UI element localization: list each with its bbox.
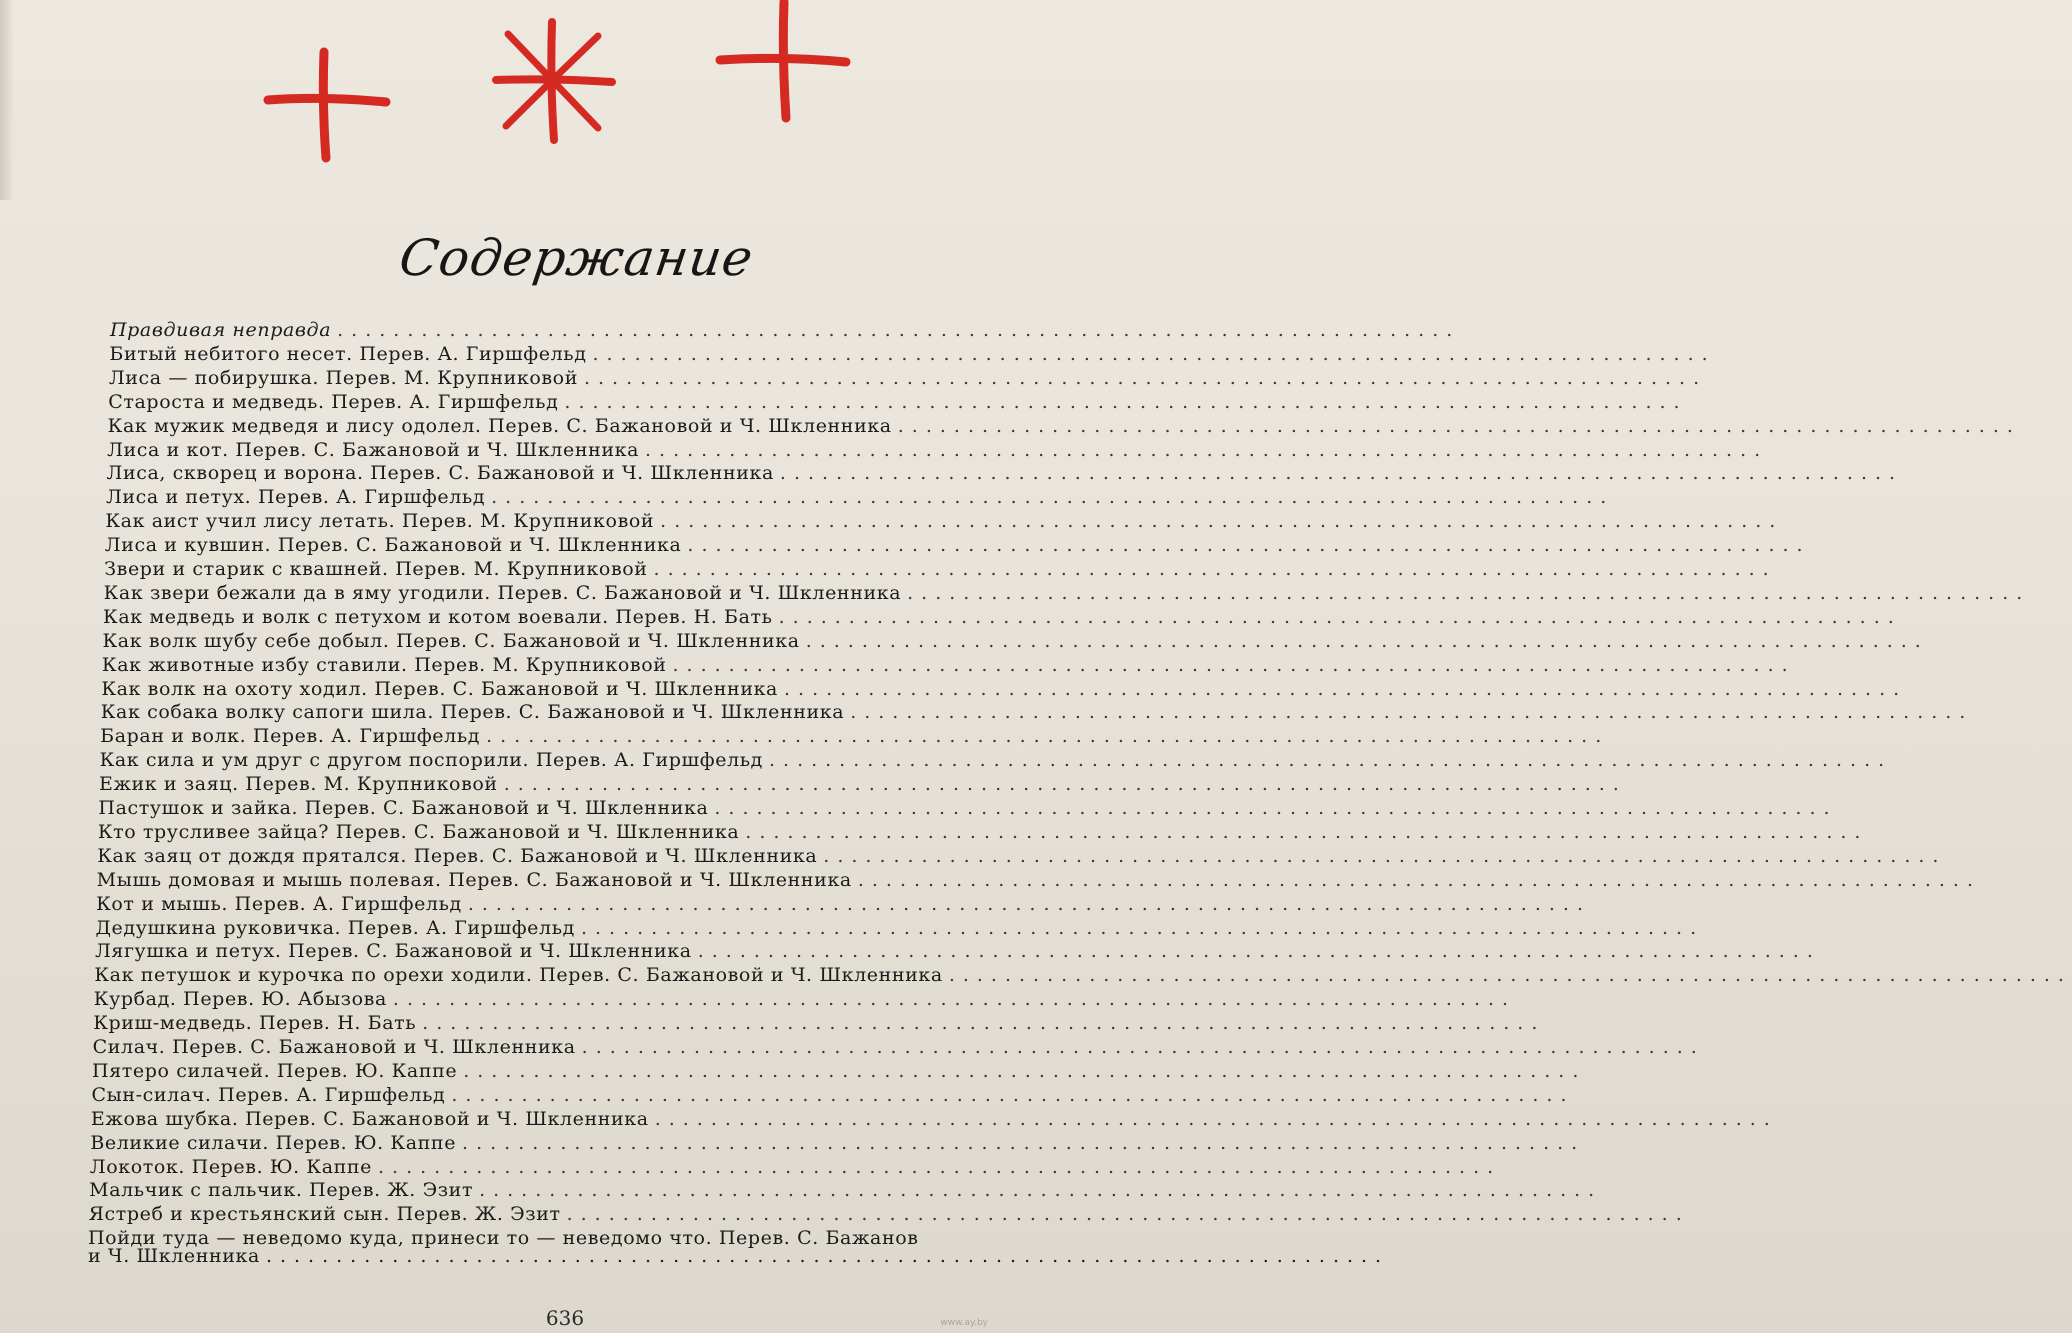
toc-leader-dots: ................................................................................ <box>645 438 1769 461</box>
toc-leader-dots: ................................................................................ <box>768 749 1893 772</box>
toc-entry <box>93 1011 1546 1035</box>
toc-leader-dots: ................................................................................ <box>823 844 1947 867</box>
toc-leader-dots: ................................................................................ <box>897 414 2021 437</box>
toc-leader-dots: ................................................................................ <box>672 653 1796 676</box>
toc-entry <box>89 1178 1603 1202</box>
toc-entry-title: Как собака волку сапоги шила. Перев. С. Бажановой и Ч. Шкленника <box>100 701 845 724</box>
toc-entry <box>89 1155 1502 1179</box>
toc-entry <box>93 987 1517 1011</box>
toc-leader-dots: ................................................................................ <box>486 725 1610 748</box>
toc-leader-dots: ................................................................................ <box>462 1131 1586 1154</box>
toc-leader-dots: ................................................................................ <box>778 605 1902 628</box>
toc-leader-dots: ................................................................................ <box>783 677 1908 700</box>
toc-entry <box>96 868 1982 892</box>
toc-entry-title: Пятеро силачей. Перев. Ю. Каппе <box>92 1059 458 1082</box>
toc-entry <box>97 844 1947 868</box>
toc-entry-title: Баран и волк. Перев. А. Гиршфельд <box>100 725 481 748</box>
toc-entry-title: Курбад. Перев. Ю. Абызова <box>93 988 387 1011</box>
toc-leader-dots: ................................................................................ <box>805 629 1929 652</box>
ornament-header <box>0 0 1000 200</box>
toc-entry <box>90 1107 1778 1131</box>
toc-leader-dots: ................................................................................ <box>583 366 1708 389</box>
toc-entry-title: Дедушкина руковичка. Перев. А. Гиршфельд <box>95 916 575 939</box>
toc-leader-dots: ................................................................................ <box>850 701 1974 724</box>
toc-leader-dots: ................................................................................ <box>392 988 1517 1011</box>
toc-entry-title: Ястреб и крестьянский сын. Перев. Ж. Эзит <box>88 1203 561 1226</box>
toc-entry-title: Как аист учил лису летать. Перев. М. Крупниковой <box>105 510 655 533</box>
toc-entry <box>96 892 1592 916</box>
toc-leader-dots: ................................................................................ <box>779 462 1904 485</box>
toc-entry-title: Битый небитого несет. Перев. А. Гиршфельд <box>109 342 587 365</box>
toc-entry <box>92 1059 1587 1083</box>
red-asterisk-ornament <box>488 16 618 146</box>
watermark: www.ay.by <box>940 1318 988 1328</box>
toc-entry-title: Пастушок и зайка. Перев. С. Бажановой и Ч. Шкленника <box>98 797 709 819</box>
red-cross-ornament-right <box>712 2 852 122</box>
toc-entry-title: Лиса и петух. Перев. А. Гиршфельд <box>105 486 486 509</box>
toc-entry-title: Силач. Перев. С. Бажановой и Ч. Шкленника <box>92 1036 576 1058</box>
toc-entry-title: Лиса — побирушка. Перев. М. Крупниковой <box>108 366 578 389</box>
toc-entry-title: Правдивая неправда <box>110 319 332 341</box>
toc-entry-title: Как заяц от дождя прятался. Перев. С. Бажановой и Ч. Шкленника <box>97 844 818 867</box>
toc-entry <box>110 318 1461 342</box>
toc-entry-title: Как петушок и курочка по орехи ходили. Перев. С. Бажановой и Ч. Шкленника <box>94 964 943 987</box>
toc-leader-dots: ................................................................................ <box>660 510 1784 533</box>
toc-entry-title: Как звери бежали да в яму угодили. Перев. С. Бажановой и Ч. Шкленника <box>103 581 902 604</box>
toc-entry <box>107 438 1769 462</box>
toc-entry <box>108 390 1688 414</box>
toc-entry <box>95 916 1705 940</box>
toc-entry-title: Как медведь и волк с петухом и котом воевали. Перев. Н. Бать <box>103 605 773 628</box>
toc-entry <box>91 1083 1575 1107</box>
toc-leader-dots: ................................................................................ <box>422 1012 1546 1035</box>
toc-leader-dots: ................................................................................ <box>479 1179 1603 1202</box>
toc-entry-title: Лягушка и петух. Перев. С. Бажановой и Ч. Шкленника <box>94 940 692 963</box>
toc-entry-title: Как волк шубу себе добыл. Перев. С. Бажановой и Ч. Шкленника <box>102 629 800 652</box>
toc-entry-title: Лиса, скворец и ворона. Перев. С. Бажановой и Ч. Шкленника <box>106 462 774 485</box>
toc-entry-title: Кто трусливее зайца? Перев. С. Бажановой и Ч. Шкленника <box>97 820 740 843</box>
toc-entry-title: Староста и медведь. Перев. А. Гиршфельд <box>108 390 559 413</box>
toc-leader-dots: ................................................................................ <box>451 1083 1575 1106</box>
toc-entry <box>94 963 2072 987</box>
toc-entry <box>101 653 1796 677</box>
toc-entry <box>100 724 1610 748</box>
toc-entry-title: Как сила и ум друг с другом поспорили. Перев. А. Гиршфельд <box>99 749 763 772</box>
toc-leader-dots: ................................................................................ <box>581 1036 1705 1058</box>
toc-entry-title: Ежова шубка. Перев. С. Бажановой и Ч. Шкленника <box>90 1107 649 1130</box>
toc-entry <box>99 748 1893 772</box>
toc-entry-title: Лиса и кот. Перев. С. Бажановой и Ч. Шкленника <box>107 438 640 461</box>
toc-entry-title: Локоток. Перев. Ю. Каппе <box>89 1155 372 1178</box>
toc-entry-continuation-text: и Ч. Шкленника <box>88 1245 260 1268</box>
toc-leader-dots: ................................................................................ <box>580 916 1705 939</box>
toc-leader-dots: ................................................................................ <box>654 1107 1778 1130</box>
toc-entry <box>99 772 1627 796</box>
toc-entry-title: Кот и мышь. Перев. А. Гиршфельд <box>96 892 462 915</box>
toc-entry-title: Звери и старик с квашней. Перев. М. Крупниковой <box>104 558 648 580</box>
toc-entry <box>103 605 1902 629</box>
toc-leader-dots: ................................................................................ <box>697 940 1821 963</box>
toc-entry <box>103 581 2031 605</box>
toc-entry <box>106 461 1904 485</box>
toc-entry <box>109 342 1716 366</box>
toc-entry-title: Как животные избу ставили. Перев. М. Крупниковой <box>101 653 667 676</box>
toc-entry <box>108 366 1708 390</box>
toc-entry-continuation <box>88 1244 1390 1268</box>
toc-entry <box>101 677 1908 701</box>
toc-leader-dots: ................................................................................ <box>564 390 1688 413</box>
toc-entry-title: Сын-силач. Перев. А. Гиршфельд <box>91 1083 446 1106</box>
toc-leader-dots: ................................................................................ <box>907 581 2031 604</box>
toc-entry <box>88 1202 1690 1226</box>
toc-entry-title: Ежик и заяц. Перев. М. Крупниковой <box>99 773 498 796</box>
toc-leader-dots: ................................................................................ <box>503 773 1627 796</box>
toc-entry <box>104 533 1811 557</box>
toc-leader-dots: ................................................................................ <box>714 797 1838 819</box>
toc-leader-dots: ................................................................................ <box>265 1245 1390 1268</box>
toc-entry-title: Лиса и кувшин. Перев. С. Бажановой и Ч. Шкленника <box>104 534 682 557</box>
toc-entry <box>98 796 1838 820</box>
toc-entry-title: Криш-медведь. Перев. Н. Бать <box>93 1012 417 1035</box>
toc-leader-dots: ................................................................................ <box>653 558 1777 580</box>
toc-entry-title: Великие силачи. Перев. Ю. Каппе <box>90 1131 457 1154</box>
red-cross-ornament-left <box>262 46 392 166</box>
toc-entry <box>104 557 1777 581</box>
toc-entry-title: Мальчик с пальчик. Перев. Ж. Эзит <box>89 1179 474 1202</box>
toc-leader-dots: ................................................................................ <box>745 820 1869 843</box>
toc-entry <box>94 939 1821 963</box>
toc-leader-dots: ................................................................................ <box>337 319 1461 341</box>
toc-leader-dots: ................................................................................ <box>491 486 1615 509</box>
toc-leader-dots: ................................................................................ <box>463 1059 1587 1082</box>
toc-entry <box>105 509 1784 533</box>
table-of-contents <box>86 318 2072 1268</box>
toc-entry <box>107 414 2021 438</box>
toc-entry-title: Как волк на охоту ходил. Перев. С. Бажановой и Ч. Шкленника <box>101 677 778 700</box>
toc-entry-title: Пойди туда — неведомо куда, принеси то — неведомо что. Перев. С. Бажанов <box>88 1227 919 1250</box>
toc-entry <box>92 1035 1705 1059</box>
toc-entry <box>100 700 1974 724</box>
toc-entry <box>97 820 1869 844</box>
toc-leader-dots: ................................................................................ <box>592 342 1716 365</box>
toc-leader-dots: ................................................................................ <box>467 892 1592 915</box>
toc-leader-dots: ................................................................................ <box>857 868 1982 891</box>
toc-entry-title: Мышь домовая и мышь полевая. Перев. С. Бажановой и Ч. Шкленника <box>96 868 852 891</box>
contents-heading: Содержание <box>395 229 758 287</box>
toc-leader-dots: ................................................................................ <box>687 534 1811 557</box>
toc-leader-dots: ................................................................................ <box>566 1203 1690 1226</box>
toc-leader-dots: ................................................................................ <box>948 964 2072 987</box>
page-number: 636 <box>545 1306 585 1330</box>
toc-entry <box>102 629 1929 653</box>
toc-leader-dots: ................................................................................ <box>378 1155 1502 1178</box>
toc-entry <box>105 485 1615 509</box>
toc-entry-title: Как мужик медведя и лису одолел. Перев. С. Бажановой и Ч. Шкленника <box>107 414 892 437</box>
toc-entry <box>90 1131 1586 1155</box>
